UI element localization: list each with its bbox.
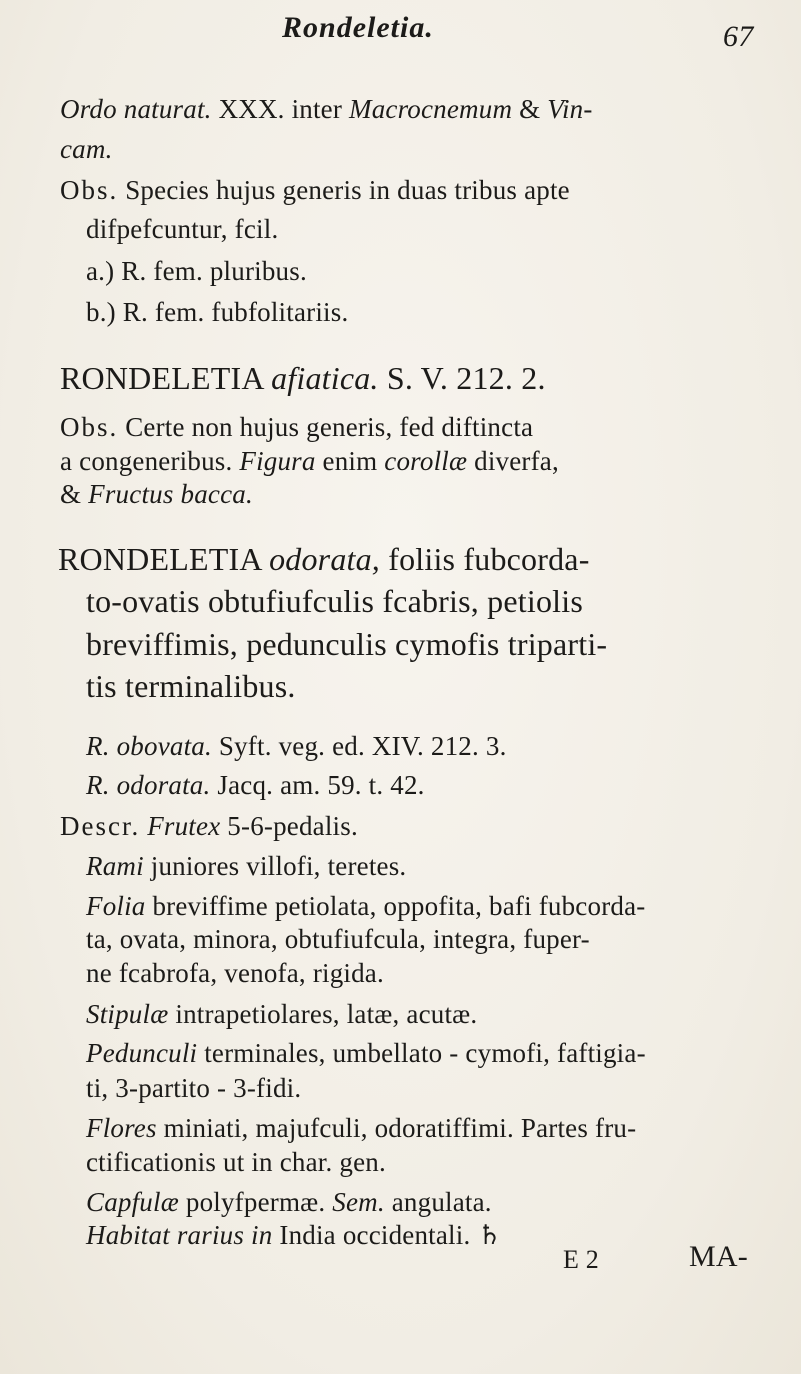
text-segment: Certe non hujus generis, fed diftincta	[118, 412, 534, 442]
text-segment: polyfpermæ.	[178, 1187, 333, 1217]
text-segment: Macrocnemum	[349, 94, 513, 124]
text-line	[86, 1040, 646, 1067]
catchword: MA-	[689, 1240, 748, 1273]
text-segment: Sem.	[332, 1187, 385, 1217]
text-line	[60, 414, 533, 441]
text-line	[60, 136, 113, 163]
text-segment: Jacq. am. 59. t. 42.	[210, 770, 425, 800]
text-line	[60, 481, 253, 508]
text-line	[86, 853, 406, 880]
text-segment: Ordo naturat.	[60, 94, 212, 124]
text-segment: enim	[315, 446, 385, 476]
text-segment: Figura	[239, 446, 316, 476]
text-segment: angulata.	[384, 1187, 492, 1217]
text-segment: Rami	[86, 851, 144, 881]
text-line	[86, 585, 583, 617]
text-segment: &	[512, 94, 548, 124]
text-segment: a congeneribus.	[60, 446, 240, 476]
text-line	[60, 96, 593, 123]
text-segment: R. odorata.	[86, 770, 211, 800]
signature-mark: E 2	[563, 1245, 599, 1274]
text-line	[86, 299, 348, 326]
text-segment: to-ovatis obtufiufculis fcabris, petiolis	[86, 583, 583, 619]
text-line	[86, 1075, 301, 1102]
text-line	[60, 448, 559, 475]
text-line	[58, 543, 590, 575]
text-segment: Fructus bacca.	[88, 479, 253, 509]
text-segment: Syft. veg. ed. XIV. 212. 3.	[211, 731, 507, 761]
text-line	[86, 1115, 636, 1142]
text-segment: S. V. 212. 2.	[378, 360, 546, 396]
text-segment: difpefcuntur, fcil.	[86, 214, 279, 244]
text-segment: b.) R. fem. fubfolitariis.	[86, 297, 349, 327]
text-segment: odorata,	[269, 541, 381, 577]
text-segment: 5-6-pedalis.	[220, 811, 358, 841]
text-segment: ne fcabrofa, venofa, rigida.	[86, 958, 384, 988]
text-segment: terminales, umbellato - cymofi, faftigia-	[197, 1038, 646, 1068]
text-line	[86, 1001, 477, 1028]
page-number: 67	[723, 20, 754, 53]
text-line	[60, 177, 570, 204]
running-title: Rondeletia.	[282, 11, 434, 44]
text-segment: corollæ	[384, 446, 468, 476]
text-segment: tis terminalibus.	[86, 668, 296, 704]
text-segment: Descr.	[60, 811, 141, 841]
text-segment: breviffime petiolata, oppofita, bafi fubcorda-	[145, 891, 646, 921]
text-line	[86, 670, 296, 702]
text-line	[86, 628, 607, 660]
text-segment: RONDELETIA	[58, 541, 270, 577]
text-segment: Obs.	[60, 175, 119, 205]
text-segment: Vin-	[547, 94, 593, 124]
text-segment: miniati, majufculi, odoratiffimi. Partes fru-	[156, 1113, 637, 1143]
text-segment: ta, ovata, minora, obtufiufcula, integra, fuper-	[86, 924, 590, 954]
text-line	[86, 1222, 502, 1249]
text-segment: Stipulæ	[86, 999, 169, 1029]
text-segment: Capfulæ	[86, 1187, 179, 1217]
text-segment: XXX. inter	[211, 94, 349, 124]
text-line	[86, 960, 384, 987]
text-segment: Folia	[86, 891, 146, 921]
text-line	[86, 893, 645, 920]
text-line	[86, 926, 590, 953]
text-segment: Species hujus generis in duas tribus apte	[118, 175, 570, 205]
text-segment: Frutex	[147, 811, 221, 841]
text-segment: cam.	[60, 134, 113, 164]
text-line	[86, 1149, 386, 1176]
text-segment: R. obovata.	[86, 731, 212, 761]
text-segment: breviffimis, pedunculis cymofis triparti-	[86, 626, 608, 662]
text-segment: Obs.	[60, 412, 119, 442]
text-segment: Flores	[86, 1113, 157, 1143]
text-segment: India occidentali. ♄	[272, 1220, 502, 1250]
text-segment: a.) R. fem. pluribus.	[86, 256, 307, 286]
text-line	[60, 362, 546, 394]
text-segment: RONDELETIA	[60, 360, 272, 396]
text-line	[86, 1189, 492, 1216]
text-segment: ti, 3-partito - 3-fidi.	[86, 1073, 302, 1103]
text-line	[86, 772, 425, 799]
text-segment: foliis fubcorda-	[380, 541, 590, 577]
text-line	[86, 258, 307, 285]
text-segment: diverfa,	[467, 446, 559, 476]
text-segment: afiatica.	[271, 360, 379, 396]
text-segment: juniores villofi, teretes.	[143, 851, 407, 881]
text-segment: intrapetiolares, latæ, acutæ.	[168, 999, 478, 1029]
text-segment: &	[60, 479, 89, 509]
text-segment: Pedunculi	[86, 1038, 198, 1068]
text-segment: Habitat rarius in	[86, 1220, 273, 1250]
text-line	[86, 733, 507, 760]
text-line	[86, 216, 278, 243]
text-line	[60, 813, 358, 840]
text-segment: ctificationis ut in char. gen.	[86, 1147, 386, 1177]
